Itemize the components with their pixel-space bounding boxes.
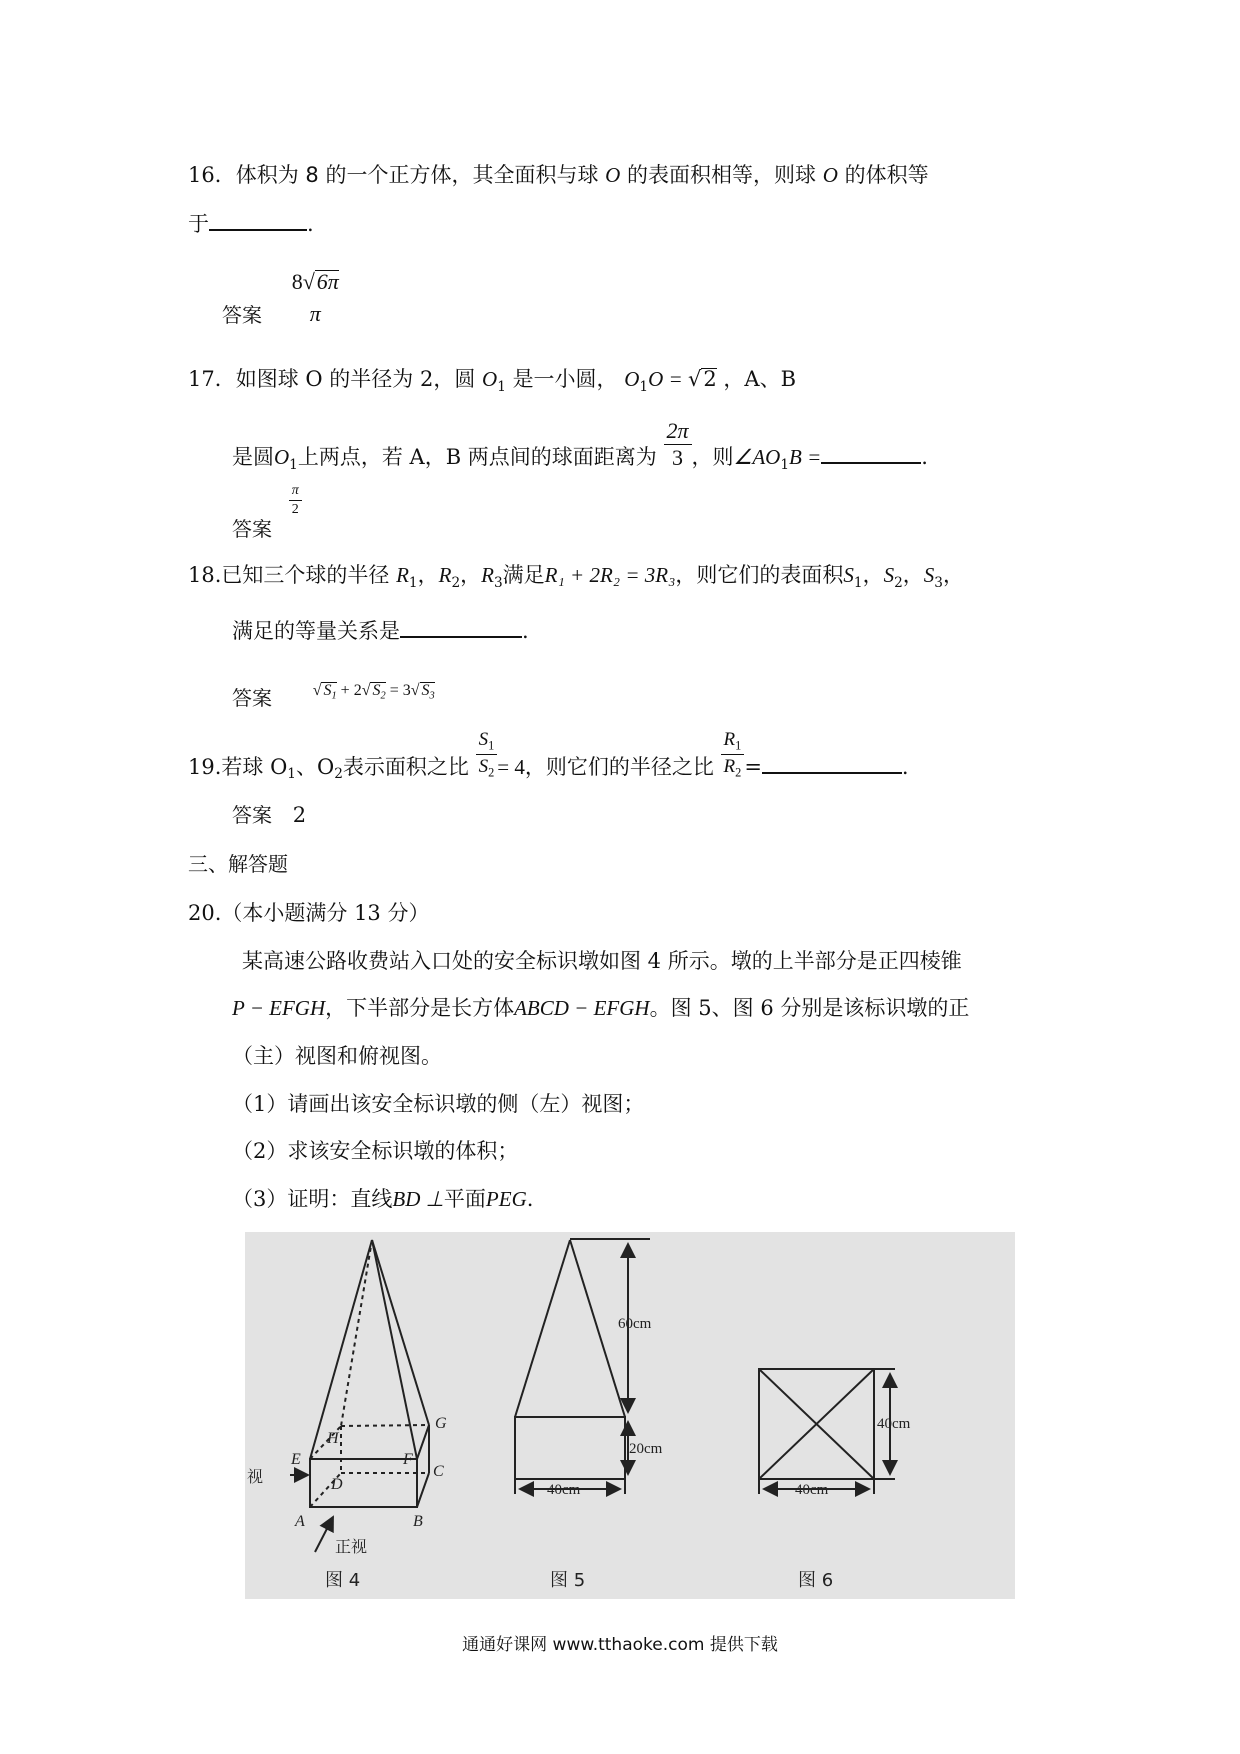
- fig6-caption: 图 6: [798, 1570, 834, 1591]
- fig4-point-label: F: [403, 1451, 413, 1468]
- q20-paragraph-1: 某高速公路收费站入口处的安全标识墩如图 4 所示。墩的上半部分是正四棱锥: [242, 949, 962, 973]
- figure-4-solid: [290, 1240, 429, 1552]
- q20-subquestion-1: （1）请画出该安全标识墩的侧（左）视图；: [232, 1092, 645, 1116]
- q18-line1: 18.已知三个球的半径 $R_1$，$R_2$，$R_3$满足R₁ + 2R₂ = 3R₃，则它们的表面积$S_1$，$S_2$，$S_3$，: [188, 563, 964, 591]
- fig4-point-label: B: [413, 1513, 423, 1530]
- figure-svg: [245, 1232, 1015, 1599]
- fig4-point-label: H: [327, 1430, 339, 1447]
- fig4-point-label: G: [435, 1415, 447, 1432]
- q17-answer-fraction: $\frac{\pi}{2}$: [289, 484, 302, 517]
- fig5-dim-height-60: 60cm: [618, 1316, 652, 1332]
- q19-answer-blank: [762, 771, 902, 774]
- q16-line1: 16．体积为 8 的一个正方体，其全面积与球 O 的表面积相等，则球 O 的体积等: [188, 163, 929, 187]
- q20-subquestion-2: （2）求该安全标识墩的体积；: [232, 1139, 519, 1163]
- q18-answer-expression: √ $S_1 + 2√$ $S_2 = 3√$ $S_3$: [312, 682, 435, 702]
- fig6-dim-depth-40: 40cm: [877, 1416, 911, 1432]
- fig6-dim-width-40: 40cm: [795, 1482, 829, 1498]
- fig5-caption: 图 5: [550, 1570, 586, 1591]
- fig4-front-view-label: 正视: [335, 1537, 368, 1556]
- figure-6-top-view: [759, 1369, 895, 1494]
- q16-line2: 于 .: [188, 212, 314, 236]
- q19-answer: 答案 2: [232, 803, 307, 827]
- q16-answer-fraction: 8√6π π: [291, 269, 339, 326]
- q18-answer: 答案 √ $S_1 + 2√$ $S_2 = 3√$ $S_3$: [232, 682, 435, 710]
- q17-distance-fraction: $\frac{2\pi}{3}$: [664, 420, 692, 469]
- q16-answer: 答案 8√6π π: [222, 270, 342, 325]
- page-footer: 通通好课网 www.tthaoke.com 提供下载: [462, 1635, 778, 1655]
- q17-line1: 17．如图球 O 的半径为 2，圆 $O_1$ 是一小圆， $O_1O = √2$ ，A、B: [188, 367, 797, 395]
- fig4-point-label: D: [331, 1476, 343, 1493]
- q19-radius-ratio: $\frac{R_1}{R_2}$: [721, 730, 745, 778]
- q17-answer-blank: [821, 461, 921, 464]
- figure-6-labels: [795, 1416, 911, 1591]
- q19-line1: 19.若球 $O_1$、$O_2$表示面积之比 $\frac{S_1}{S_2}$ = 4，则它们的半径之比 $\frac{R_1}{R_2}$ = .: [188, 729, 909, 783]
- fig5-dim-width-40: 40cm: [547, 1482, 581, 1498]
- fig4-point-label: E: [291, 1451, 301, 1468]
- q16-answer-blank: [209, 228, 307, 231]
- q18-line2: 满足的等量关系是 .: [232, 619, 529, 643]
- q20-paragraph-3: （主）视图和俯视图。: [232, 1044, 442, 1068]
- figure-5-labels: [547, 1316, 663, 1591]
- section-heading: 三、解答题: [188, 852, 288, 876]
- fig4-caption: 图 4: [325, 1570, 361, 1591]
- fig4-point-label: A: [295, 1513, 305, 1530]
- q20-heading: 20.（本小题满分 13 分）: [188, 901, 430, 925]
- fig4-side-view-label: 视: [247, 1467, 264, 1486]
- q20-paragraph-2: P − EFGH，下半部分是长方体ABCD − EFGH。图 5、图 6 分别是该标识墩的正: [232, 996, 970, 1020]
- figure-panel: [245, 1232, 1015, 1599]
- fig5-dim-height-20: 20cm: [629, 1441, 663, 1457]
- q17-line2: 是圆$O_1$上两点，若 A，B 两点间的球面距离为 $\frac{2\pi}{3}$ ，则$\angle AO_1B$ = .: [232, 418, 928, 473]
- q20-subquestion-3: （3）证明：直线BD ⊥平面PEG.: [232, 1187, 534, 1211]
- q18-answer-blank: [400, 635, 522, 638]
- q19-area-ratio: $\frac{S_1}{S_2}$: [476, 730, 498, 778]
- q17-answer: 答案 $\frac{\pi}{2}$: [232, 484, 302, 517]
- fig4-point-label: C: [433, 1463, 444, 1480]
